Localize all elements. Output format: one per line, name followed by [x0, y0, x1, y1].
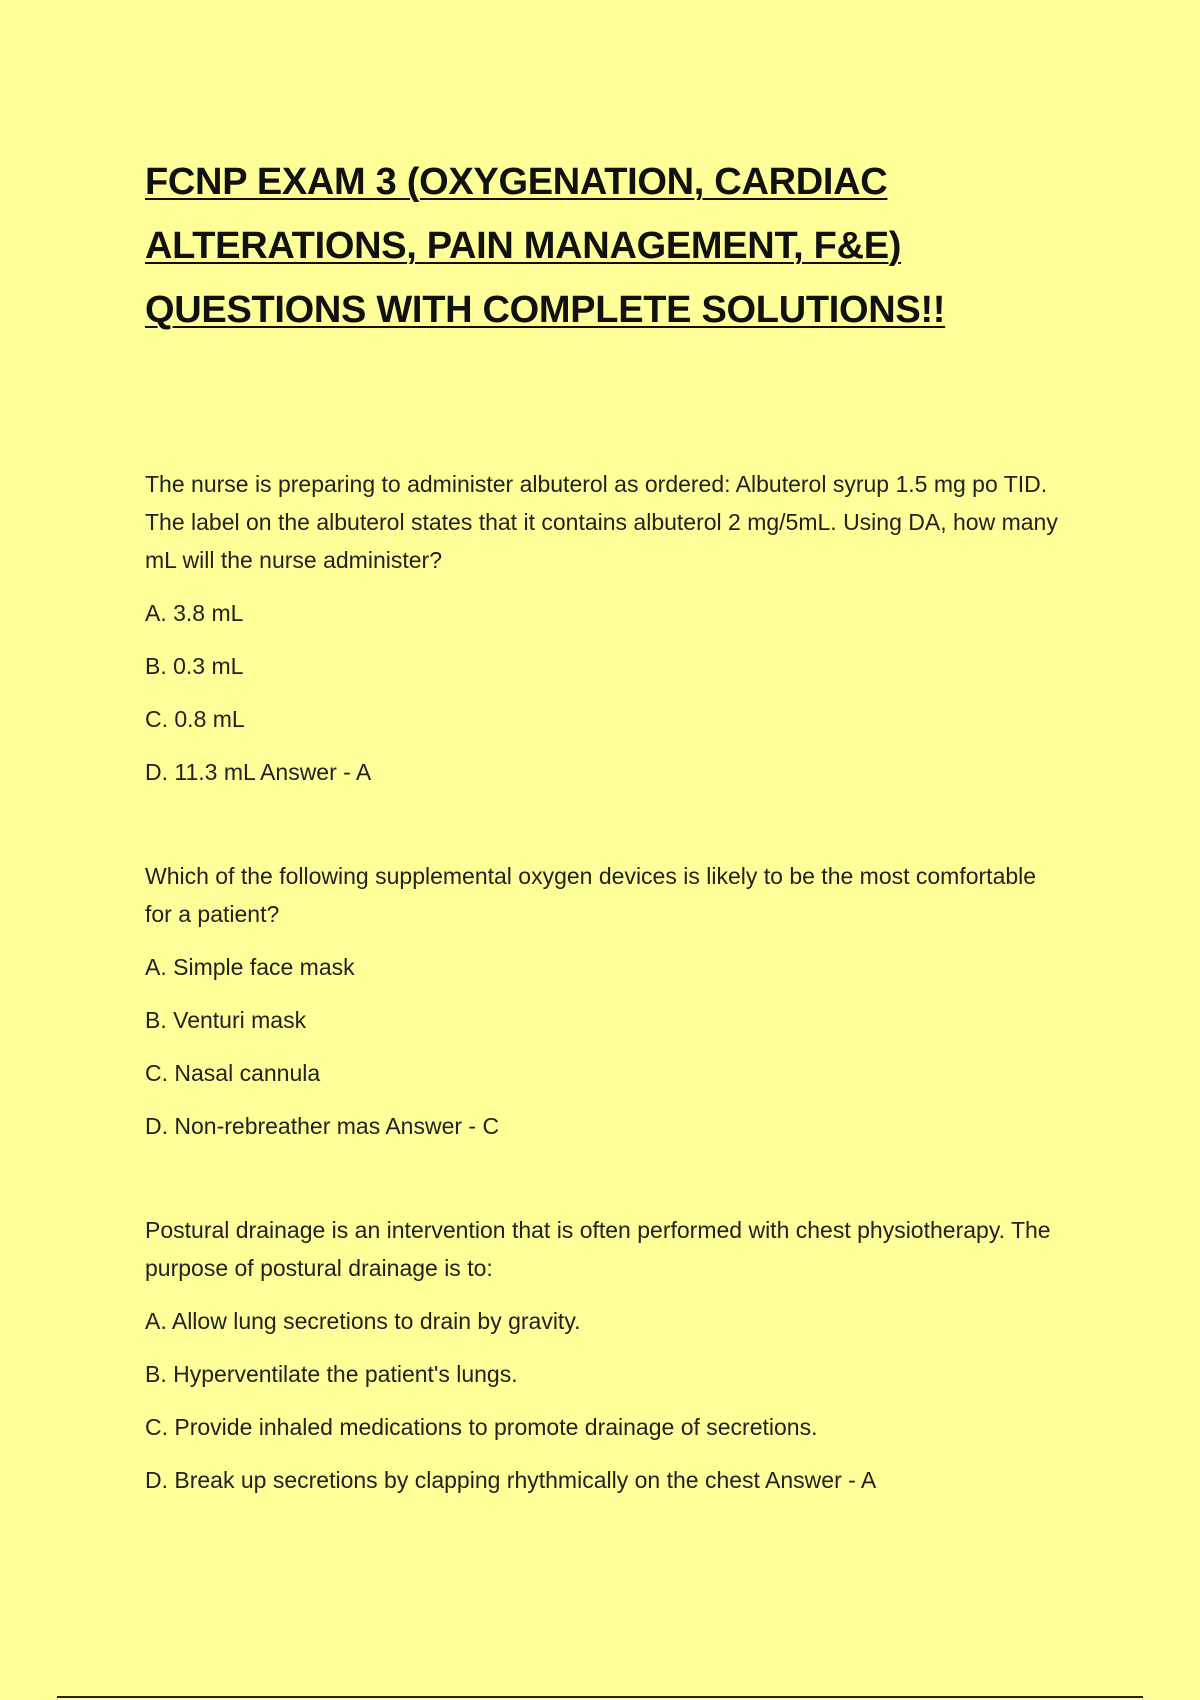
question-3-option-c: C. Provide inhaled medications to promote drainage of secretions.	[145, 1414, 818, 1440]
title-line-1: FCNP EXAM 3 (OXYGENATION, CARDIAC	[145, 161, 888, 203]
question-1-option-d-answer: D. 11.3 mL Answer - A	[145, 759, 372, 785]
page-bottom-divider	[57, 1696, 1143, 1698]
document-title	[145, 150, 1065, 342]
question-1	[145, 465, 1065, 791]
title-line-3: QUESTIONS WITH COMPLETE SOLUTIONS!!	[145, 289, 946, 331]
question-1-option-c: C. 0.8 mL	[145, 706, 245, 732]
title-line-2: ALTERATIONS, PAIN MANAGEMENT, F&E)	[145, 225, 902, 267]
question-1-stem: The nurse is preparing to administer albuterol as ordered: Albuterol syrup 1.5 mg po TID. The label on the albuterol states that it contains albuterol 2 mg/5mL. Using DA, how many mL will the nurse administer?	[145, 471, 1058, 573]
question-1-option-a: A. 3.8 mL	[145, 600, 244, 626]
question-2	[145, 857, 1065, 1145]
question-3-option-b: B. Hyperventilate the patient's lungs.	[145, 1361, 518, 1387]
question-3-option-a: A. Allow lung secretions to drain by gravity.	[145, 1308, 581, 1334]
question-2-stem: Which of the following supplemental oxygen devices is likely to be the most comfortable for a patient?	[145, 863, 1037, 927]
question-2-option-c: C. Nasal cannula	[145, 1060, 321, 1086]
question-3-option-d-answer: D. Break up secretions by clapping rhythmically on the chest Answer - A	[145, 1467, 877, 1493]
document-page	[145, 150, 1065, 1565]
question-list	[145, 465, 1065, 1499]
question-2-option-a: A. Simple face mask	[145, 954, 355, 980]
question-1-option-b: B. 0.3 mL	[145, 653, 244, 679]
question-3	[145, 1211, 1065, 1499]
question-2-option-b: B. Venturi mask	[145, 1007, 307, 1033]
question-3-stem: Postural drainage is an intervention that is often performed with chest physiotherapy. The purpose of postural drainage is to:	[145, 1217, 1051, 1281]
question-2-option-d-answer: D. Non-rebreather mas Answer - C	[145, 1113, 500, 1139]
